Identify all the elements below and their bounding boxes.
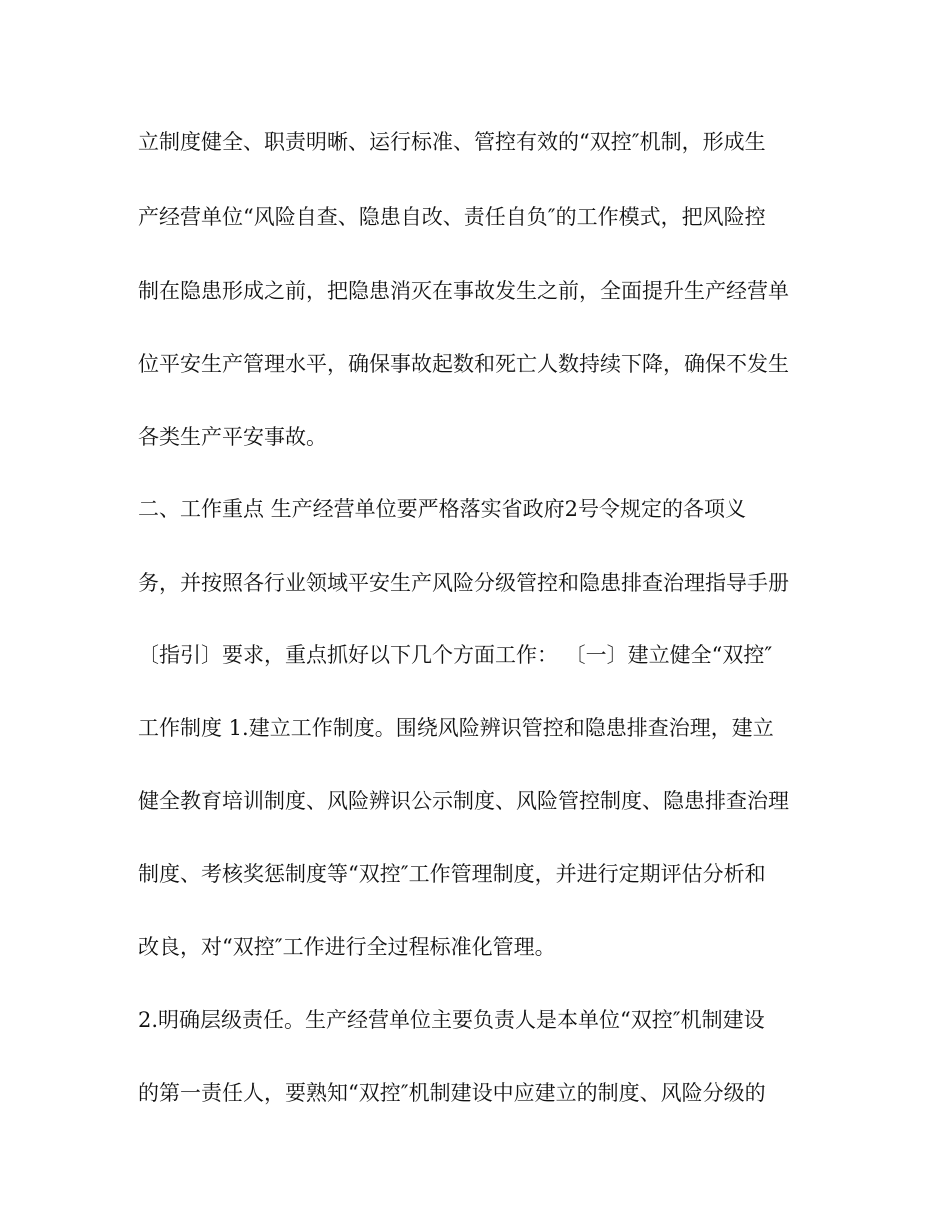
text-line: 二、工作重点 生产经营单位要严格落实省政府2号令规定的各项义 <box>138 497 747 521</box>
text-line: 2.明确层级责任。生产经营单位主要负责人是本单位“双控″机制建设 <box>138 1008 765 1032</box>
text-line: 立制度健全、职责明晰、运行标准、管控有效的“双控″机制，形成生 <box>138 130 766 154</box>
text-line: 务，并按照各行业领域平安生产风险分级管控和隐患排查治理指导手册 <box>138 571 789 595</box>
text-line: 健全教育培训制度、风险辨识公示制度、风险管控制度、隐患排查治理 <box>138 789 789 813</box>
text-line: 制在隐患形成之前，把隐患消灭在事故发生之前，全面提升生产经营单 <box>138 279 789 303</box>
text-line: 位平安生产管理水平，确保事故起数和死亡人数持续下降，确保不发生 <box>138 352 789 376</box>
text-line: 产经营单位“风险自查、隐患自改、责任自负″的工作模式，把风险控 <box>138 205 766 229</box>
text-line: 各类生产平安事故。 <box>138 425 327 449</box>
text-line: 的第一责任人，要熟知“双控″机制建设中应建立的制度、风险分级的 <box>138 1081 766 1105</box>
text-line: 改良，对“双控″工作进行全过程标准化管理。 <box>138 935 556 959</box>
text-line: 工作制度 1.建立工作制度。围绕风险辨识管控和隐患排查治理，建立 <box>138 716 774 740</box>
text-line: 制度、考核奖惩制度等“双控″工作管理制度，并进行定期评估分析和 <box>138 862 766 886</box>
text-line: 〔指引〕要求，重点抓好以下几个方面工作： 〔一〕建立健全“双控″ <box>138 643 773 667</box>
